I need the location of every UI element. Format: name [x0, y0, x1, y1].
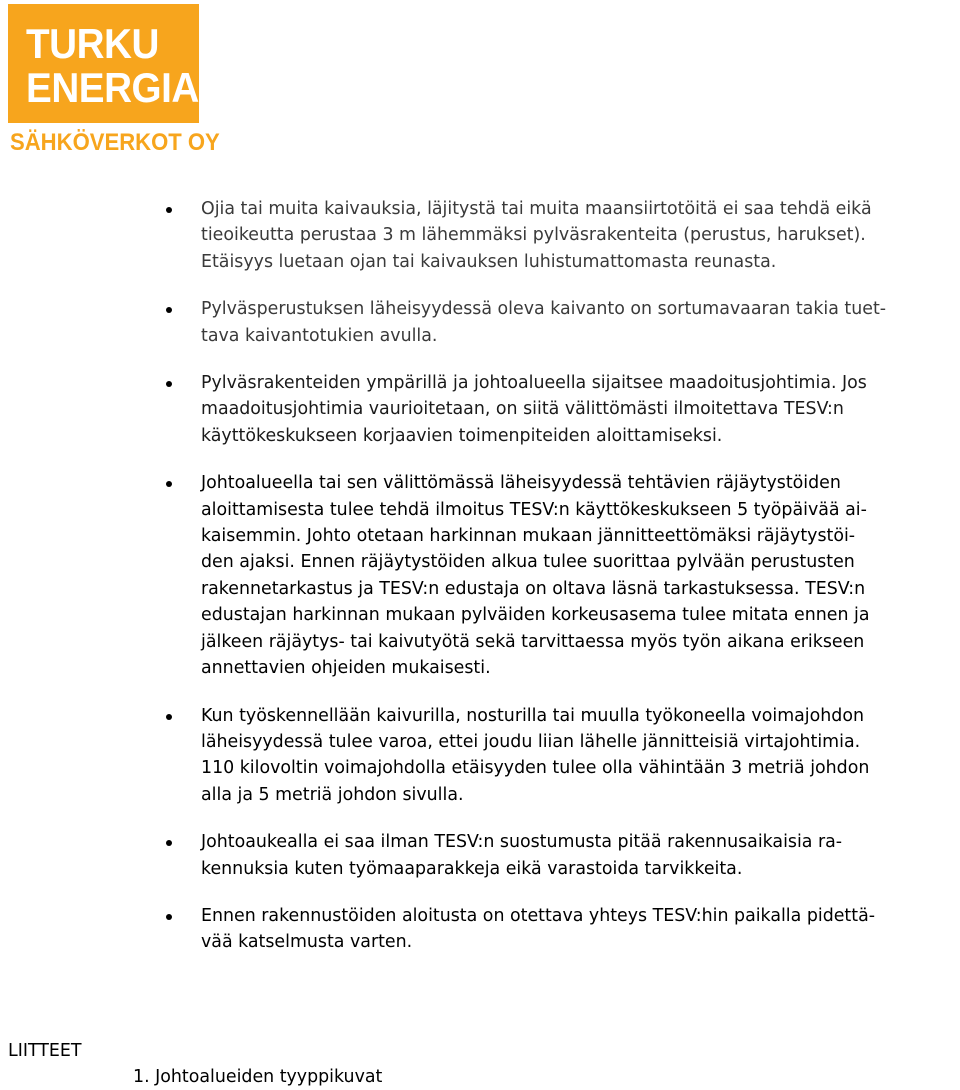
bullet-dot-icon	[166, 207, 172, 213]
list-item	[158, 296, 948, 349]
list-item-text: Johtoalueella tai sen välittömässä läheisyydessä tehtävien räjäytystöiden aloittamisesta tulee tehdä ilmoitus TESV:n käyttökeskukseen 5 työpäivää ai- kaisemmin. Johto otetaan harkinnan mukaan jännitteettömäksi räjäytystöi- den ajaksi. Ennen räjäytystöiden alkua tulee suorittaa pylvään perustusten rakennetarkastus ja TESV:n edustaja on oltava läsnä tarkastuksessa. TESV:n edustajan harkinnan mukaan pylväiden korkeusasema tulee mitata ennen ja jälkeen räjäytys- tai kaivutyötä sekä tarvittaessa myös työn aikana erikseen annettavien ohjeiden mukaisesti.	[201, 473, 870, 679]
bullet-dot-icon	[166, 307, 172, 313]
bullet-dot-icon	[166, 381, 172, 387]
attachments-heading: LIITTEET	[8, 1041, 82, 1061]
list-item	[158, 903, 948, 956]
list-item	[158, 370, 948, 449]
bullet-dot-icon	[166, 914, 172, 920]
list-item-text: Johtoaukealla ei saa ilman TESV:n suostumusta pitää rakennusaikaisia ra- kennuksia kuten työmaaparakkeja eikä varastoida tarvikkeita.	[201, 832, 843, 879]
company-logo	[8, 4, 199, 123]
bullet-dot-icon	[166, 840, 172, 846]
list-item	[158, 829, 948, 882]
logo-subtitle: SÄHKÖVERKOT OY	[10, 129, 220, 156]
instruction-list	[158, 196, 948, 977]
bullet-dot-icon	[166, 714, 172, 720]
list-item	[158, 703, 948, 809]
list-item	[158, 470, 948, 681]
attachment-item: 1. Johtoalueiden tyyppikuvat	[133, 1067, 383, 1087]
list-item-text: Ojia tai muita kaivauksia, läjitystä tai muita maansiirtotöitä ei saa tehdä eikä tieoikeutta perustaa 3 m lähemmäksi pylväsrakenteita (perustus, harukset). Etäisyys luetaan ojan tai kaivauksen luhistumattomasta reunasta.	[201, 199, 872, 272]
list-item-text: Pylväsrakenteiden ympärillä ja johtoalueella sijaitsee maadoitusjohtimia. Jos maadoitusjohtimia vaurioitetaan, on siitä välittömästi ilmoitettava TESV:n käyttökeskukseen korjaavien toimenpiteiden aloittamiseksi.	[201, 373, 867, 446]
list-item-text: Kun työskennellään kaivurilla, nosturilla tai muulla työkoneella voimajohdon läheisyydessä tulee varoa, ettei joudu liian lähelle jännitteisiä virtajohtimia. 110 kilovoltin voimajohdolla etäisyyden tulee olla vähintään 3 metriä johdon alla ja 5 metriä johdon sivulla.	[201, 705, 870, 805]
logo-text-line1: TURKU	[26, 20, 159, 67]
list-item	[158, 196, 948, 275]
list-item-text: Pylväsperustuksen läheisyydessä oleva kaivanto on sortumavaaran takia tuet- tava kaivantotukien avulla.	[201, 299, 887, 346]
list-item-text: Ennen rakennustöiden aloitusta on otettava yhteys TESV:hin paikalla pidettä- vää katselmusta varten.	[201, 905, 876, 953]
bullet-dot-icon	[166, 481, 172, 487]
logo-text-line2: ENERGIA	[26, 64, 199, 111]
